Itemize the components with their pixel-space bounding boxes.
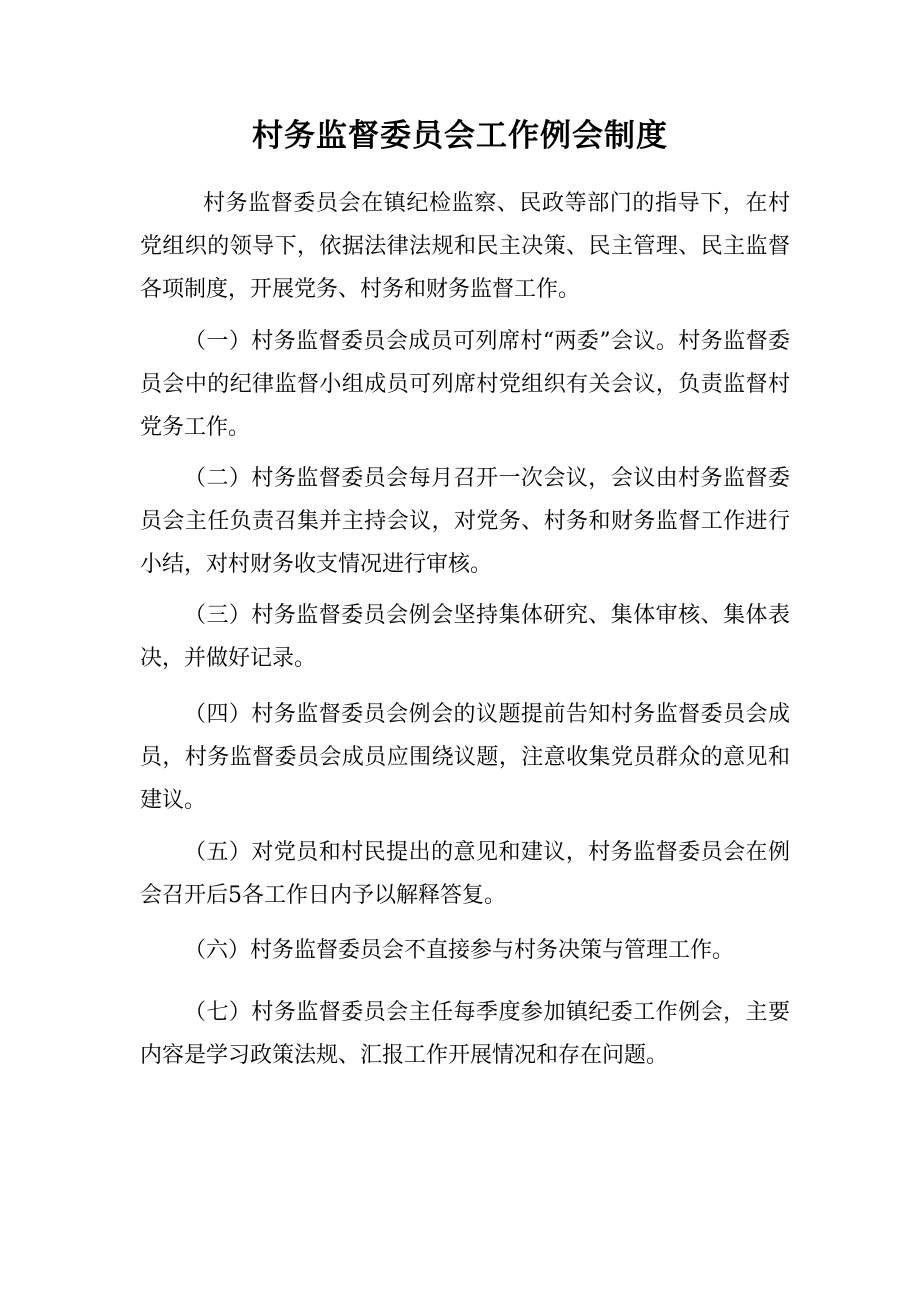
- rule-item-4: （四）村务监督委员会例会的议题提前告知村务监督委员会成员，村务监督委员会成员应围绕议题，注意收集党员群众的意见和建议。: [140, 702, 790, 813]
- intro-paragraph: 村务监督委员会在镇纪检监察、民政等部门的指导下，在村党组织的领导下，依据法律法规和民主决策、民主管理、民主监督各项制度，开展党务、村务和财务监督工作。: [140, 191, 790, 302]
- rule-item-2: （二）村务监督委员会每月召开一次会议，会议由村务监督委员会主任负责召集并主持会议，对党务、村务和财务监督工作进行小结，对村财务收支情况进行审核。: [140, 466, 790, 577]
- rule-item-6: （六）村务监督委员会不直接参与村务决策与管理工作。: [184, 938, 735, 963]
- rule-item-5: （五）对党员和村民提出的意见和建议，村务监督委员会在例会召开后5各工作日内予以解释答复。: [140, 840, 790, 908]
- rule-item-3: （三）村务监督委员会例会坚持集体研究、集体审核、集体表决，并做好记录。: [140, 603, 790, 671]
- document-title: 村务监督委员会工作例会制度: [252, 118, 668, 154]
- rule-item-7: （七）村务监督委员会主任每季度参加镇纪委工作例会，主要内容是学习政策法规、汇报工作开展情况和存在问题。: [140, 1000, 790, 1068]
- rule-item-1: （一）村务监督委员会成员可列席村“两委”会议。村务监督委员会中的纪律监督小组成员可列席村党组织有关会议，负责监督村党务工作。: [140, 329, 790, 440]
